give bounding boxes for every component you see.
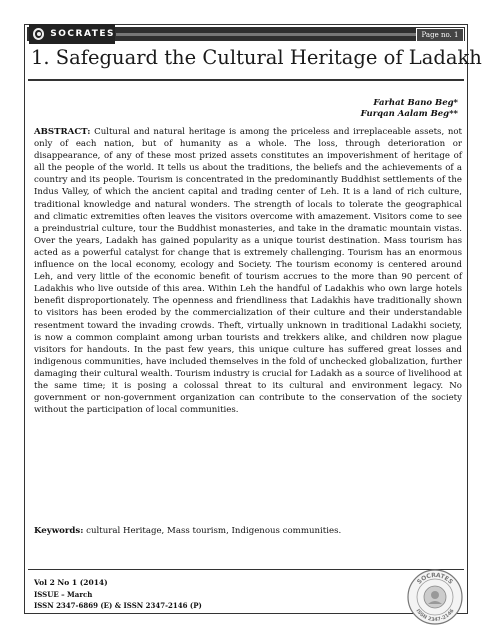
journal-logo-icon (33, 28, 44, 40)
keywords-label: Keywords: (34, 526, 84, 536)
seal-text-top: SOCRATES (415, 571, 455, 586)
footer-issue: ISSUE – March (34, 590, 93, 599)
journal-logo (29, 24, 115, 44)
seal-text-bottom: ISSN 2347-2146 (414, 608, 456, 624)
keywords-text: cultural Heritage, Mass tourism, Indigenous communities. (86, 526, 342, 536)
journal-seal-stamp (406, 568, 464, 626)
footer-issn: ISSN 2347-6869 (E) & ISSN 2347-2146 (P) (34, 601, 202, 610)
abstract-paragraph (34, 126, 462, 416)
abstract-label: ABSTRACT: (34, 127, 91, 137)
author-1: Farhat Bano Beg* (373, 98, 458, 108)
keywords-line (34, 526, 341, 536)
page-number-badge: Page no. 1 (416, 28, 464, 42)
journal-name: SOCRATES (50, 29, 115, 39)
paper-title: 1. Safeguard the Cultural Heritage of Ladakh (31, 46, 482, 69)
header-bar-stripe (116, 33, 416, 36)
title-divider (28, 79, 464, 81)
author-2: Furqan Aalam Beg** (360, 109, 458, 119)
footer-volume: Vol 2 No 1 (2014) (34, 578, 108, 587)
abstract-text: Cultural and natural heritage is among the priceless and irreplaceable assets, not only of each nation, but of humanity as a whole. The loss, through deterioration or disappearance, of any of these most prized assets constitutes an impoverishment of heritage of all the people of the world. It tells us about the traditions, the beliefs and the achievements of a country and its people. Tourism is concentrated in the predominantly Buddhist settlements of the Indus Valley, of which the ancient capital and trading center of Leh. It is a land of rich culture, traditional knowledge and natural wonders. The strength of locals to tolerate the geographical and climatic extremities often leaves the visitors overcome with amazement. Visitors come to see a preindustrial culture, tour the Buddhist monasteries, and take in the dramatic mountain vistas. Over the years, Ladakh has gained popularity as a unique tourist destination. Mass tourism has acted as a powerful catalyst for change that is extremely challenging. Tourism has an enormous influence on the local economy, ecology and Society. The tourism economy is centered around Leh, and very little of the economic benefit of tourism accrues to the more than 90 percent of Ladakhis who live outside of this area. Within Leh the handful of Ladakhis who own large hotels benefit disproportionately. The openness and friendliness that Ladakhis have traditionally shown to visitors has been eroded by the commercialization of their culture and their understandable resentment toward the invading crowds. Theft, virtually unknown in traditional Ladakhi society, is now a common complaint among urban tourists and trekkers alike, and children now plague visitors for handouts. In the past few years, this unique culture has suffered great losses and indigenous communities, have included themselves in the fold of unchecked globalization, further damaging their cultural wealth. Tourism industry is crucial for Ladakh as a source of livelihood at the same time; it is posing a colossal threat to its cultural and environment legacy. No government or non-government organization can contribute to the conservation of the society without the participation of local communities. (34, 127, 463, 416)
footer-divider (28, 569, 464, 570)
